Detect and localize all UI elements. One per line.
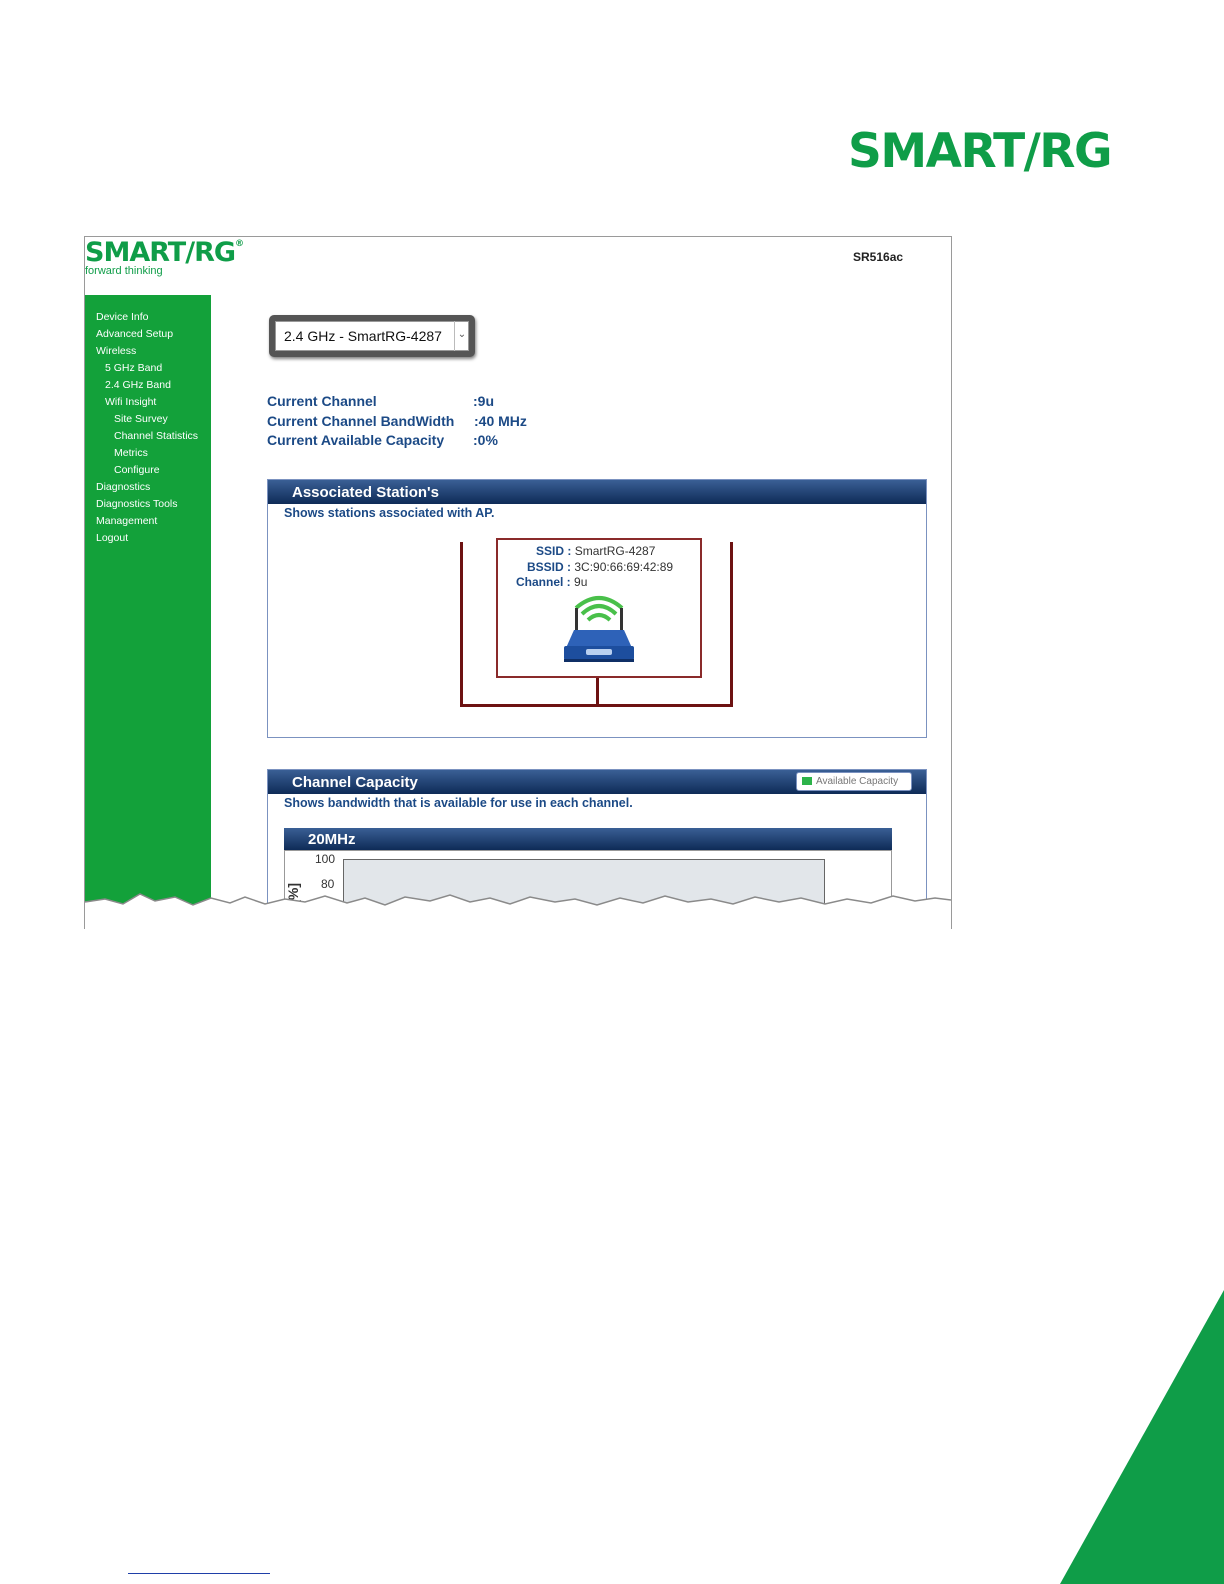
band-select-value[interactable]: 2.4 GHz - SmartRG-4287 bbox=[275, 321, 469, 351]
panel-title: Channel Capacity bbox=[268, 770, 926, 794]
y-tick-80: 80 bbox=[321, 877, 335, 891]
brand-tagline: forward thinking bbox=[85, 265, 163, 277]
ssid-row: SSID : SmartRG-4287 bbox=[536, 544, 656, 558]
sidebar-item-channel-statistics[interactable]: Channel Statistics bbox=[114, 430, 199, 442]
sidebar-item-configure[interactable]: Configure bbox=[114, 464, 160, 476]
torn-edge bbox=[85, 237, 951, 929]
page-brand-logo: SMART/RG bbox=[848, 124, 1112, 179]
y-tick-100: 100 bbox=[315, 852, 336, 866]
main-content: 2.4 GHz - SmartRG-4287 ⌄ Current Channel :9u Current Channel BandWidth :40 MHz Current Available Capacity :0% Associated Station's Shows stations associated with AP. SSID : SmartRG-4287 BSSID : 3C:90:66:69:42:89 Channel : 9u Channel Capacity Shows bandwidth that is available for use in each channel. 20MHz 100 80 Available Capacity bbox=[267, 237, 951, 929]
router-ui-screenshot bbox=[84, 236, 952, 929]
chart-title: 20MHz bbox=[284, 828, 892, 850]
bssid-row: BSSID : 3C:90:66:69:42:89 bbox=[527, 560, 674, 574]
sidebar-item-management[interactable]: Management bbox=[96, 515, 158, 527]
chevron-down-icon[interactable]: ⌄ bbox=[454, 321, 469, 351]
channel-row: Channel : 9u bbox=[516, 575, 588, 589]
sidebar-item-5-ghz-band[interactable]: 5 GHz Band bbox=[105, 362, 163, 374]
sidebar-item-diagnostics[interactable]: Diagnostics bbox=[96, 481, 151, 493]
panel-description: Shows stations associated with AP. bbox=[284, 506, 495, 520]
sidebar-item-device-info[interactable]: Device Info bbox=[96, 311, 149, 323]
footer-link-underline[interactable] bbox=[128, 1573, 270, 1574]
legend-label: Available Capacity bbox=[816, 776, 899, 787]
sidebar-item-metrics[interactable]: Metrics bbox=[114, 447, 148, 459]
sidebar-item-site-survey[interactable]: Site Survey bbox=[114, 413, 168, 425]
model-name: SR516ac bbox=[853, 250, 904, 264]
sidebar-item-logout[interactable]: Logout bbox=[96, 532, 129, 544]
panel-description: Shows bandwidth that is available for use in each channel. bbox=[284, 796, 633, 810]
sidebar-item-2-4-ghz-band[interactable]: 2.4 GHz Band bbox=[105, 379, 171, 391]
sidebar-item-advanced-setup[interactable]: Advanced Setup bbox=[96, 328, 174, 340]
corner-green-wedge bbox=[1060, 1250, 1224, 1584]
router-brand-logo: SMART/RG® bbox=[85, 237, 244, 268]
sidebar-item-diagnostics-tools[interactable]: Diagnostics Tools bbox=[96, 498, 178, 510]
sidebar-item-wifi-insight[interactable]: Wifi Insight bbox=[105, 396, 157, 408]
sidebar-item-wireless[interactable]: Wireless bbox=[96, 345, 137, 357]
panel-title: Associated Station's bbox=[268, 480, 926, 504]
